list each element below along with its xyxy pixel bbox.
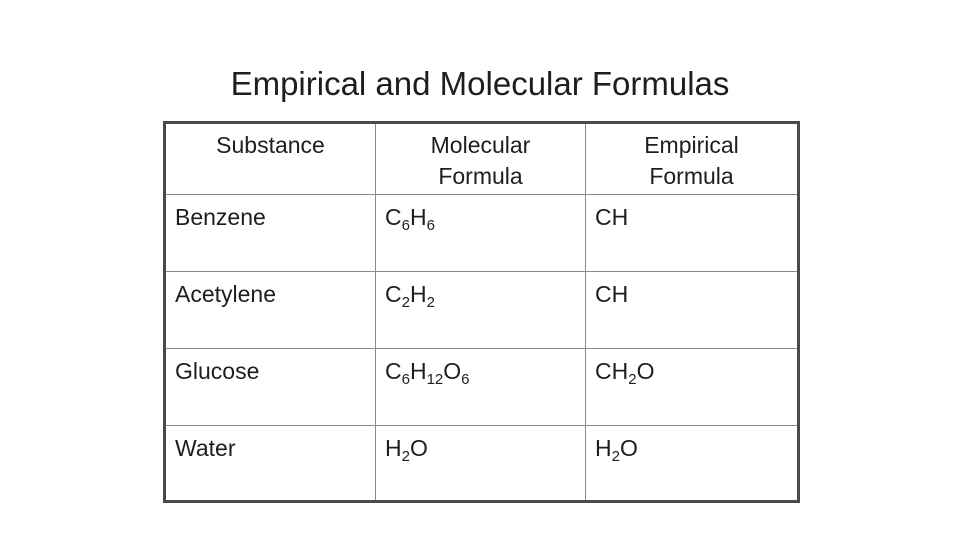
empirical-formula-cell: CH (586, 195, 799, 272)
header-empirical-line-1: Empirical (644, 132, 739, 158)
formula-table (163, 121, 800, 503)
substance-cell: Water (165, 426, 376, 502)
slide-title: Empirical and Molecular Formulas (230, 65, 730, 102)
header-molecular-line-1: Molecular (430, 132, 531, 158)
table-row (165, 272, 799, 349)
header-molecular-formula (376, 123, 586, 195)
substance-cell: Glucose (165, 349, 376, 426)
header-molecular-line-2: Formula (438, 163, 523, 189)
empirical-formula-cell: CH (586, 272, 799, 349)
substance-cell: Acetylene (165, 272, 376, 349)
molecular-formula-cell: $C_6H_{12}O_6$ (376, 349, 586, 426)
molecular-formula-cell: $H_2O$ (376, 426, 586, 502)
table-row (165, 426, 799, 502)
header-empirical-line-2: Formula (649, 163, 734, 189)
empirical-formula-cell: $H_2O$ (586, 426, 799, 502)
header-empirical-formula (586, 123, 799, 195)
molecular-formula-cell: $C_6H_6$ (376, 195, 586, 272)
table-row (165, 349, 799, 426)
molecular-formula-cell: $C_2H_2$ (376, 272, 586, 349)
header-substance (165, 123, 376, 195)
header-substance-line: Substance (216, 132, 325, 158)
table-row (165, 195, 799, 272)
substance-cell: Benzene (165, 195, 376, 272)
table-header-row (165, 123, 799, 195)
empirical-formula-cell: $CH_2O$ (586, 349, 799, 426)
